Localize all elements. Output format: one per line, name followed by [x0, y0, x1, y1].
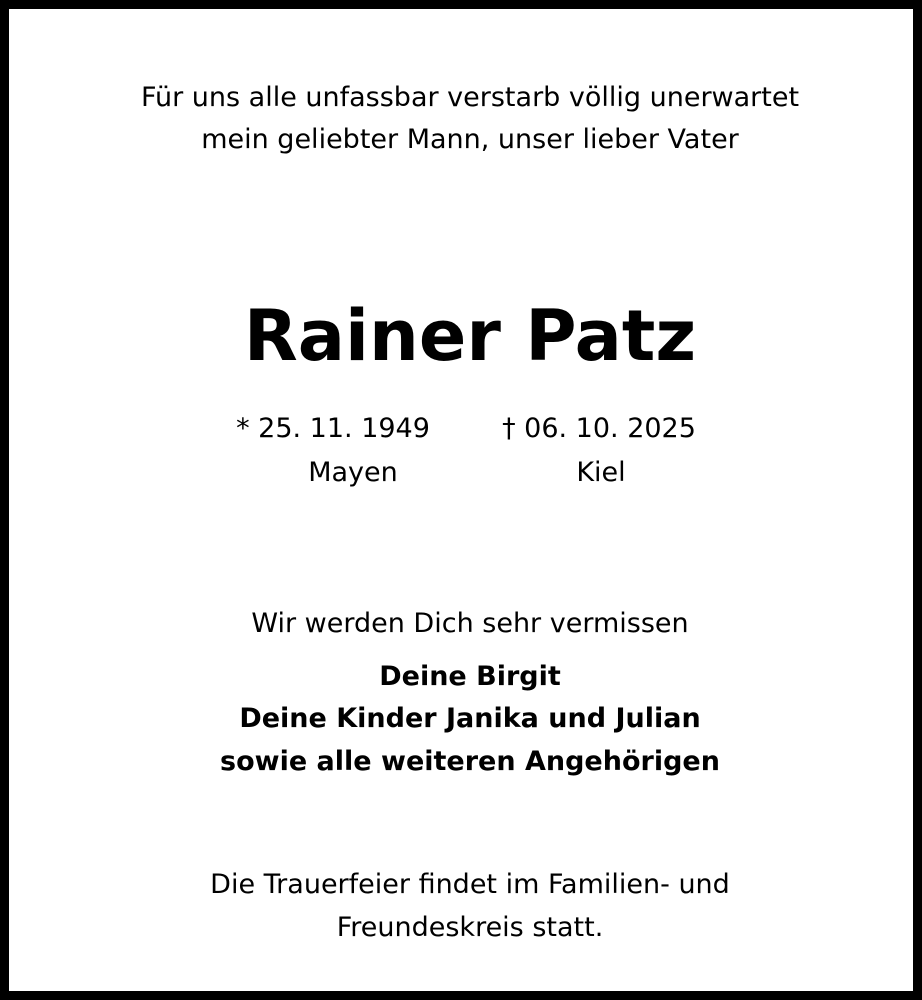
deceased-name: Rainer Patz	[243, 295, 697, 377]
service-line-1: Die Trauerfeier findet im Familien- und	[210, 869, 730, 900]
mourner-line: Deine Kinder Janika und Julian	[239, 703, 701, 734]
intro-line-1: Für uns alle unfassbar verstarb völlig unerwartet	[140, 82, 800, 113]
farewell-text: Wir werden Dich sehr vermissen	[251, 608, 689, 639]
death-date: † 06. 10. 2025	[502, 413, 696, 444]
mourner-line: sowie alle weiteren Angehörigen	[220, 746, 720, 777]
intro-line-2: mein geliebter Mann, unser lieber Vater	[201, 124, 739, 155]
birth-place: Mayen	[308, 457, 398, 488]
service-line-2: Freundeskreis statt.	[336, 912, 604, 943]
death-place: Kiel	[576, 457, 626, 488]
mourner-line: Deine Birgit	[379, 661, 561, 692]
birth-date: * 25. 11. 1949	[236, 413, 430, 444]
